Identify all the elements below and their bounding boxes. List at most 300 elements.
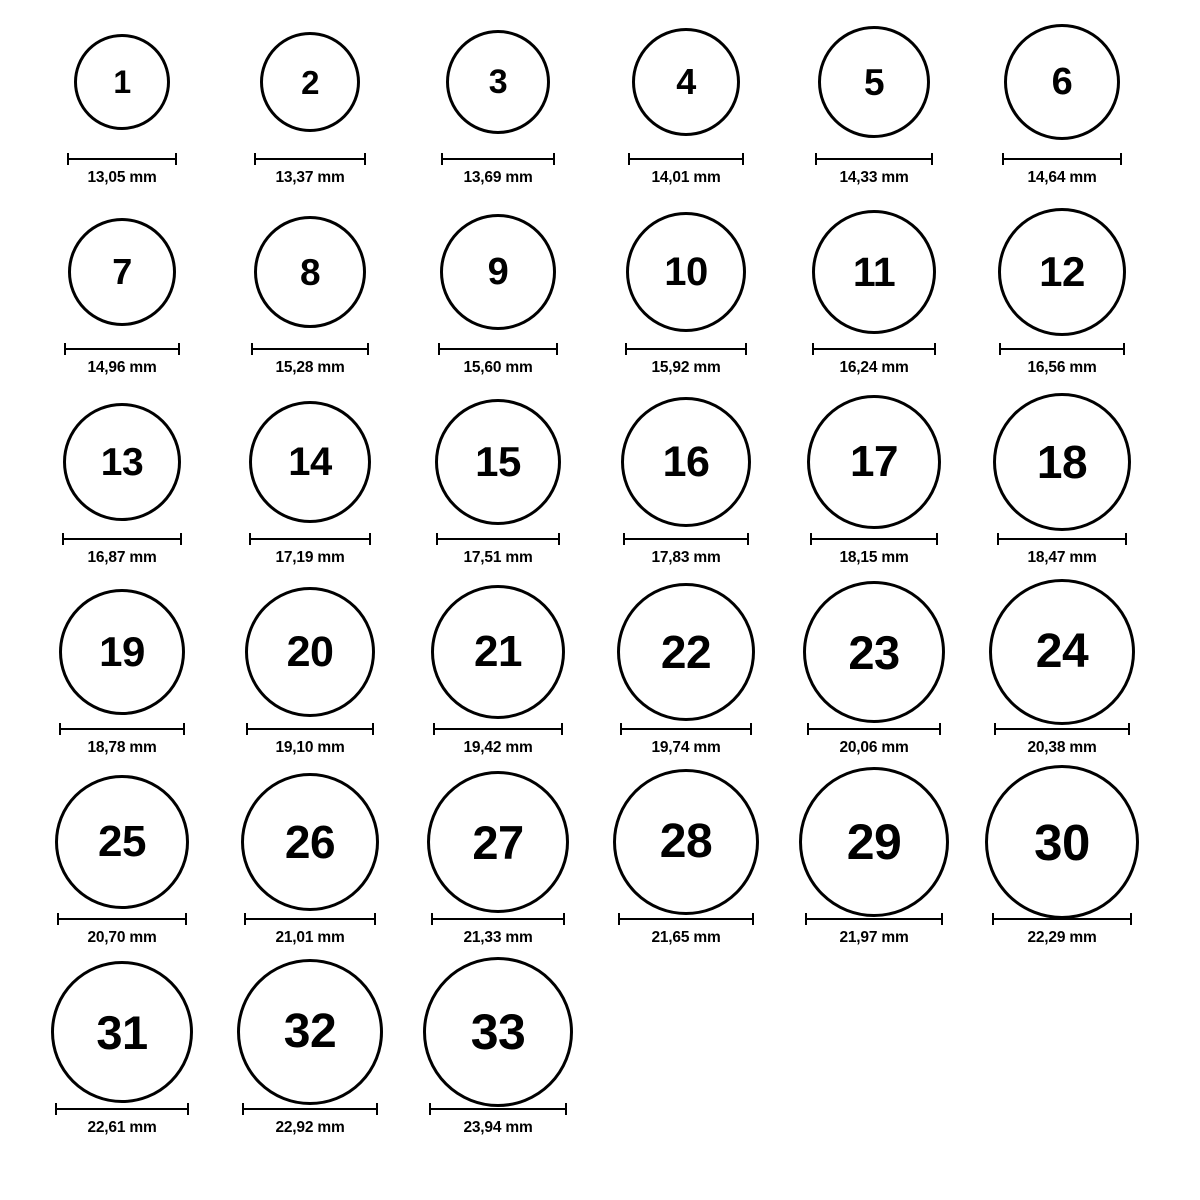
diameter-label: 19,10 mm [275,739,345,756]
ruler-tick-left [249,533,251,545]
diameter-ruler [992,913,1132,925]
diameter-ruler [251,343,369,355]
ring-size-number: 32 [283,1005,337,1058]
ring-size-number: 8 [299,251,321,293]
ruler-tick-right [752,913,754,925]
ring-circle-area [241,778,379,906]
diameter-label: 22,29 mm [1027,929,1097,946]
ring-size-cell[interactable] [28,778,216,947]
diameter-label: 20,38 mm [1027,739,1097,756]
ruler-bar [59,728,185,730]
ring-size-cell[interactable] [780,778,968,947]
ring-circle[interactable] [621,397,751,527]
ruler-tick-right [1130,913,1132,925]
ring-circle-area [446,18,550,146]
ruler-bar [810,538,938,540]
ring-circle-area [68,208,176,336]
diameter-ruler [246,723,374,735]
ring-size-cell[interactable] [216,18,404,187]
ruler-bar [433,728,563,730]
ring-size-number: 30 [1034,813,1090,871]
ring-size-number: 17 [850,437,898,486]
ruler-tick-right [374,913,376,925]
ring-size-number: 33 [470,1004,526,1060]
ruler-tick-right [747,533,749,545]
ruler-bar [805,918,943,920]
ring-circle[interactable] [632,28,740,136]
ring-size-number: 1 [113,64,131,100]
ruler-bar [254,158,366,160]
ruler-bar [625,348,747,350]
ring-circle-area [427,778,569,906]
ring-size-cell[interactable] [968,18,1156,187]
ruler-tick-left [815,153,817,165]
ring-size-number: 13 [100,440,144,484]
diameter-label: 20,06 mm [839,739,909,756]
ring-size-number: 7 [112,251,132,292]
diameter-label: 17,83 mm [651,549,721,566]
ring-size-cell[interactable] [780,208,968,377]
ruler-tick-right [556,343,558,355]
size-row [28,398,1172,588]
ruler-tick-left [628,153,630,165]
ring-circle[interactable] [617,583,755,721]
ring-size-cell[interactable] [28,18,216,187]
diameter-ruler [807,723,941,735]
ruler-tick-right [553,153,555,165]
ring-circle[interactable] [260,32,360,132]
ruler-bar [246,728,374,730]
size-row [28,588,1172,778]
ruler-bar [64,348,180,350]
size-row [28,18,1172,208]
ruler-bar [436,538,560,540]
ruler-tick-right [750,723,752,735]
ring-size-number: 23 [848,625,900,679]
ring-size-number: 22 [660,626,712,678]
ring-circle-area [993,398,1131,526]
ring-circle[interactable] [799,767,949,917]
ruler-tick-right [936,533,938,545]
ring-circle-area [237,968,383,1096]
ring-size-cell[interactable] [968,588,1156,757]
ring-circle-area [626,208,746,336]
diameter-label: 23,94 mm [463,1119,533,1136]
ring-circle[interactable] [613,769,759,915]
diameter-ruler [62,533,182,545]
diameter-ruler [249,533,371,545]
ring-size-cell[interactable] [404,208,592,377]
diameter-ruler [810,533,938,545]
ruler-bar [242,1108,378,1110]
ring-circle-area [59,588,185,716]
ring-size-cell[interactable] [404,18,592,187]
diameter-label: 13,37 mm [275,169,345,186]
ruler-tick-left [1002,153,1004,165]
ring-size-cell[interactable] [28,588,216,757]
ruler-bar [441,158,555,160]
diameter-label: 21,65 mm [651,929,721,946]
ruler-bar [67,158,177,160]
ring-circle-area [254,208,366,336]
ruler-bar [618,918,754,920]
ring-size-number: 21 [474,627,522,676]
diameter-label: 16,87 mm [87,549,157,566]
ruler-tick-right [175,153,177,165]
ring-circle-area [812,208,936,336]
diameter-ruler [805,913,943,925]
ring-size-number: 11 [852,248,896,295]
ring-circle-area [617,588,755,716]
ring-size-number: 20 [286,627,334,676]
ring-size-number: 19 [99,628,145,675]
ruler-tick-right [1123,343,1125,355]
ruler-tick-right [934,343,936,355]
ruler-tick-right [939,723,941,735]
ruler-tick-left [810,533,812,545]
ring-size-number: 3 [488,63,508,101]
ruler-bar [57,918,187,920]
diameter-label: 13,05 mm [87,169,157,186]
ruler-tick-left [999,343,1001,355]
ring-circle[interactable] [985,765,1139,919]
ruler-tick-left [242,1103,244,1115]
ring-circle-area [989,588,1135,716]
ring-size-cell[interactable] [404,398,592,567]
ruler-tick-left [618,913,620,925]
ring-circle[interactable] [435,399,561,525]
diameter-label: 16,24 mm [839,359,909,376]
diameter-label: 15,28 mm [275,359,345,376]
ruler-tick-left [244,913,246,925]
diameter-label: 21,97 mm [839,929,909,946]
ruler-bar [431,918,565,920]
diameter-ruler [623,533,749,545]
ruler-bar [992,918,1132,920]
ring-circle[interactable] [427,771,569,913]
ring-size-cell[interactable] [404,778,592,947]
ruler-tick-right [565,1103,567,1115]
ring-size-cell[interactable] [592,398,780,567]
ring-circle[interactable] [812,210,936,334]
diameter-ruler [625,343,747,355]
ring-circle-area [423,968,573,1096]
ring-size-number: 31 [96,1005,148,1059]
diameter-label: 19,42 mm [463,739,533,756]
ring-circle[interactable] [807,395,941,529]
ring-circle[interactable] [63,403,181,521]
ring-circle-area [613,778,759,906]
diameter-label: 18,47 mm [1027,549,1097,566]
ring-circle-area [55,778,189,906]
ring-circle-area [818,18,930,146]
ruler-bar [251,348,369,350]
diameter-ruler [436,533,560,545]
ring-size-cell[interactable] [28,208,216,377]
ruler-tick-right [1120,153,1122,165]
ruler-bar [1002,158,1122,160]
ruler-tick-left [433,723,435,735]
diameter-label: 15,60 mm [463,359,533,376]
diameter-label: 21,01 mm [275,929,345,946]
size-row [28,208,1172,398]
ruler-tick-right [185,913,187,925]
ring-circle-area [74,18,170,146]
ruler-tick-right [376,1103,378,1115]
ruler-tick-left [438,343,440,355]
diameter-ruler [242,1103,378,1115]
ruler-bar [620,728,752,730]
ring-size-cell[interactable] [968,778,1156,947]
diameter-label: 19,74 mm [651,739,721,756]
ruler-bar [249,538,371,540]
diameter-ruler [815,153,933,165]
ring-size-number: 14 [288,440,332,484]
ruler-bar [994,728,1130,730]
diameter-label: 17,51 mm [463,549,533,566]
ring-circle-area [803,588,945,716]
ring-size-number: 29 [846,814,902,870]
ring-size-cell[interactable] [28,968,216,1137]
ring-size-number: 6 [1051,61,1073,103]
ring-size-number: 5 [863,61,885,103]
ruler-tick-left [254,153,256,165]
diameter-label: 14,96 mm [87,359,157,376]
diameter-label: 21,33 mm [463,929,533,946]
ring-circle-area [632,18,740,146]
ring-size-cell[interactable] [592,18,780,187]
ruler-tick-left [807,723,809,735]
ring-size-cell[interactable] [968,398,1156,567]
ring-circle-area [431,588,565,716]
ring-size-number: 24 [1035,625,1089,678]
ring-size-number: 4 [676,61,696,102]
ring-circle[interactable] [440,214,556,330]
ring-circle[interactable] [55,775,189,909]
diameter-ruler [1002,153,1122,165]
ring-size-cell[interactable] [216,778,404,947]
ring-circle-area [51,968,193,1096]
ruler-tick-right [742,153,744,165]
ring-size-cell[interactable] [968,208,1156,377]
diameter-ruler [64,343,180,355]
ruler-tick-right [372,723,374,735]
ring-size-cell[interactable] [216,968,404,1137]
ruler-tick-left [429,1103,431,1115]
diameter-ruler [994,723,1130,735]
diameter-ruler [618,913,754,925]
ring-circle-area [807,398,941,526]
ring-size-cell[interactable] [592,588,780,757]
ruler-bar [815,158,933,160]
ruler-tick-right [1128,723,1130,735]
diameter-ruler [812,343,936,355]
ruler-bar [623,538,749,540]
ruler-tick-left [992,913,994,925]
ruler-tick-right [941,913,943,925]
diameter-label: 13,69 mm [463,169,533,186]
ring-circle[interactable] [59,589,185,715]
ring-size-number: 18 [1036,436,1088,488]
ruler-tick-right [178,343,180,355]
ring-size-number: 2 [301,63,319,101]
ring-size-number: 9 [487,251,509,293]
ring-circle[interactable] [249,401,371,523]
diameter-label: 15,92 mm [651,359,721,376]
ruler-bar [244,918,376,920]
ruler-tick-left [994,723,996,735]
ring-size-number: 10 [664,250,708,294]
ruler-tick-left [436,533,438,545]
ring-circle[interactable] [431,585,565,719]
ring-circle[interactable] [818,26,930,138]
ring-size-number: 12 [1039,248,1085,295]
diameter-label: 20,70 mm [87,929,157,946]
ruler-tick-right [931,153,933,165]
diameter-label: 18,78 mm [87,739,157,756]
ruler-tick-right [1125,533,1127,545]
ruler-tick-right [369,533,371,545]
size-row [28,778,1172,968]
ring-size-cell[interactable] [216,588,404,757]
ring-size-cell[interactable] [404,968,592,1137]
ruler-tick-left [67,153,69,165]
ruler-tick-right [558,533,560,545]
ring-size-cell[interactable] [404,588,592,757]
diameter-ruler [438,343,558,355]
ruler-tick-left [620,723,622,735]
ring-circle[interactable] [993,393,1131,531]
ring-circle-area [63,398,181,526]
ruler-tick-left [441,153,443,165]
ring-circle[interactable] [237,959,383,1105]
ruler-tick-left [64,343,66,355]
ring-circle[interactable] [1004,24,1120,140]
ring-size-cell[interactable] [780,18,968,187]
diameter-label: 14,33 mm [839,169,909,186]
ruler-bar [999,348,1125,350]
diameter-ruler [999,343,1125,355]
diameter-label: 17,19 mm [275,549,345,566]
ring-size-cell[interactable] [28,398,216,567]
ruler-tick-left [997,533,999,545]
ring-size-cell[interactable] [216,398,404,567]
ruler-tick-left [431,913,433,925]
ring-size-cell[interactable] [592,208,780,377]
ruler-bar [55,1108,189,1110]
diameter-ruler [254,153,366,165]
ring-circle[interactable] [254,216,366,328]
ring-size-number: 26 [284,816,336,868]
diameter-ruler [429,1103,567,1115]
diameter-ruler [244,913,376,925]
diameter-ruler [59,723,185,735]
diameter-label: 22,61 mm [87,1119,157,1136]
ring-circle[interactable] [241,773,379,911]
diameter-ruler [55,1103,189,1115]
ring-circle[interactable] [446,30,550,134]
ring-circle[interactable] [989,579,1135,725]
ruler-tick-left [246,723,248,735]
diameter-label: 18,15 mm [839,549,909,566]
ruler-tick-right [745,343,747,355]
ring-size-number: 28 [659,815,713,868]
diameter-ruler [997,533,1127,545]
ruler-tick-right [180,533,182,545]
ring-circle-area [245,588,375,716]
diameter-ruler [57,913,187,925]
ruler-bar [628,158,744,160]
ring-circle[interactable] [423,957,573,1107]
ring-circle[interactable] [626,212,746,332]
ring-size-cell[interactable] [780,588,968,757]
ring-size-number: 15 [475,438,521,485]
ruler-tick-left [57,913,59,925]
diameter-label: 16,56 mm [1027,359,1097,376]
diameter-label: 14,64 mm [1027,169,1097,186]
ruler-bar [62,538,182,540]
ring-circle-area [435,398,561,526]
ring-circle-area [985,778,1139,906]
ruler-tick-right [364,153,366,165]
diameter-ruler [620,723,752,735]
diameter-ruler [433,723,563,735]
ruler-tick-left [625,343,627,355]
diameter-ruler [441,153,555,165]
diameter-label: 22,92 mm [275,1119,345,1136]
ring-circle[interactable] [245,587,375,717]
size-row [28,968,1172,1158]
diameter-ruler [431,913,565,925]
ruler-tick-left [251,343,253,355]
ring-size-number: 25 [98,817,146,866]
ruler-tick-right [183,723,185,735]
diameter-ruler [628,153,744,165]
ruler-tick-left [55,1103,57,1115]
ring-size-cell[interactable] [216,208,404,377]
ruler-tick-left [59,723,61,735]
ring-circle[interactable] [68,218,176,326]
ruler-tick-left [623,533,625,545]
ruler-tick-left [812,343,814,355]
ruler-tick-right [367,343,369,355]
ring-circle-area [1004,18,1120,146]
ring-circle[interactable] [803,581,945,723]
ring-circle-area [998,208,1126,336]
ring-circle-area [440,208,556,336]
ruler-tick-right [563,913,565,925]
ring-size-cell[interactable] [592,778,780,947]
ruler-bar [438,348,558,350]
ruler-tick-right [187,1103,189,1115]
ring-circle-area [799,778,949,906]
diameter-ruler [67,153,177,165]
ruler-tick-left [805,913,807,925]
ring-circle[interactable] [998,208,1126,336]
ruler-tick-left [62,533,64,545]
ring-size-cell[interactable] [780,398,968,567]
ring-circle[interactable] [74,34,170,130]
ruler-bar [429,1108,567,1110]
ruler-bar [812,348,936,350]
ruler-bar [997,538,1127,540]
ring-circle[interactable] [51,961,193,1103]
ring-circle-area [260,18,360,146]
diameter-label: 14,01 mm [651,169,721,186]
ruler-tick-right [561,723,563,735]
ring-circle-area [621,398,751,526]
ring-circle-area [249,398,371,526]
